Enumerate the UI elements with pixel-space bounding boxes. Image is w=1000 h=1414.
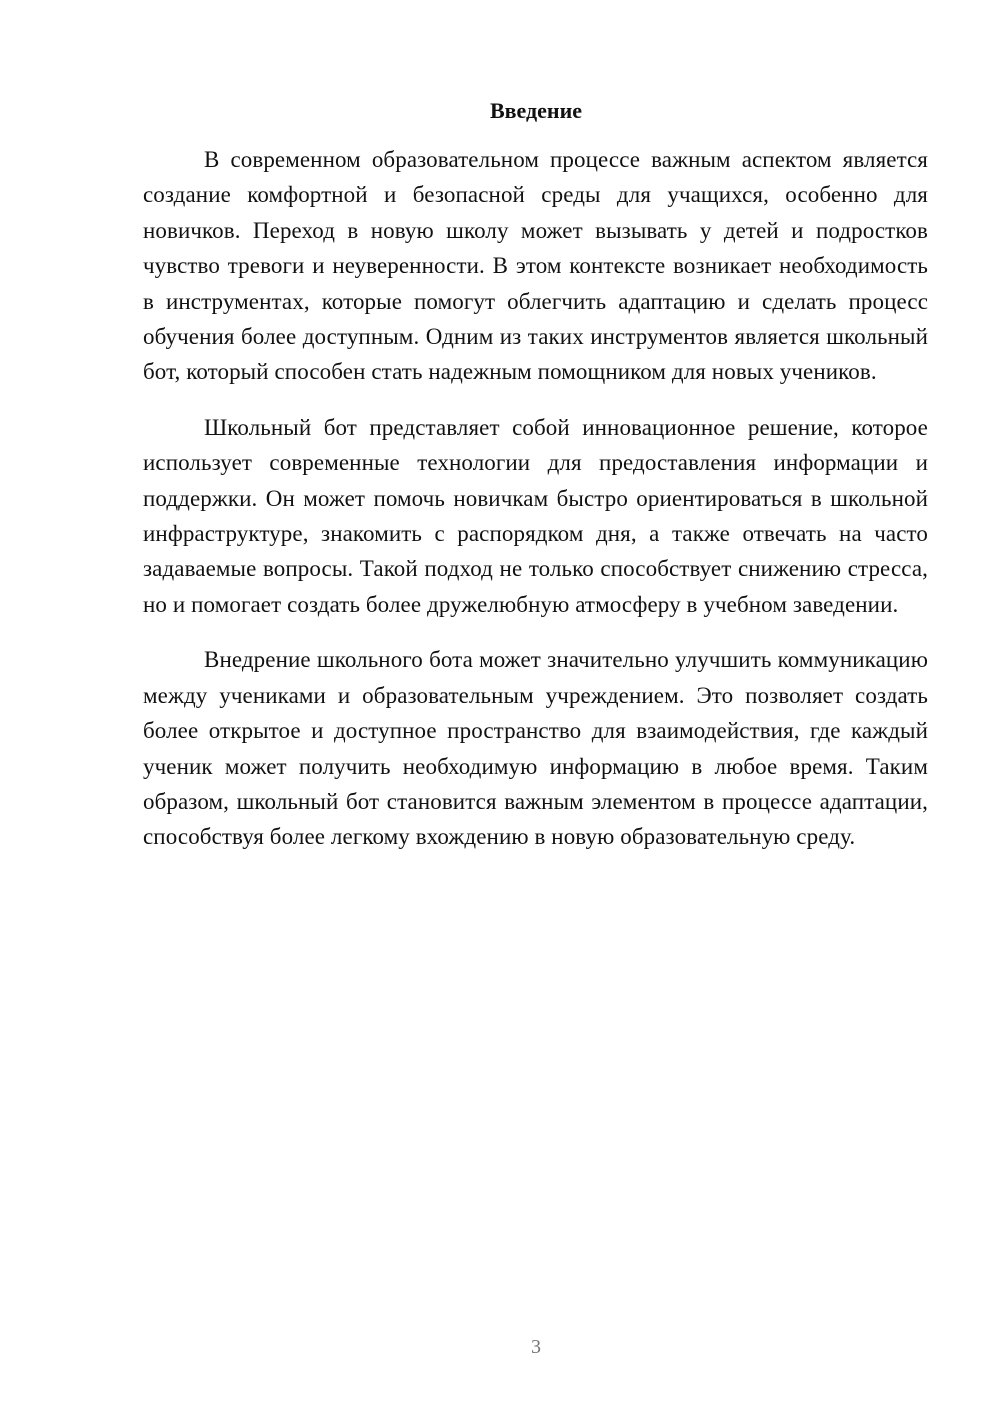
body-text xyxy=(143,142,928,855)
section-heading: Введение xyxy=(489,98,583,123)
paragraph-1: В современном образовательном процессе важным аспектом является создание комфортной и безопасной среды для учащихся, особенно для новичков. Переход в новую школу может вызывать у детей и подростков чувство тревоги и неуверенности. В этом контексте возникает необходимость в инструментах, которые помогут облегчить адаптацию и сделать процесс обучения более доступным. Одним из таких инструментов является школьный бот, который способен стать надежным помощником для новых учеников. xyxy=(143,147,928,385)
page-number: 3 xyxy=(531,1336,541,1358)
paragraph-2: Школьный бот представляет собой инновационное решение, которое использует современные технологии для предоставления информации и поддержки. Он может помочь новичкам быстро ориентироваться в школьной инфраструктуре, знакомить с распорядком дня, а также отвечать на часто задаваемые вопросы. Такой подход не только способствует снижению стресса, но и помогает создать более дружелюбную атмосферу в учебном заведении. xyxy=(143,414,928,617)
paragraph-3: Внедрение школьного бота может значительно улучшить коммуникацию между учениками и образовательным учреждением. Это позволяет создать более открытое и доступное пространство для взаимодействия, где каждый ученик может получить необходимую информацию в любое время. Таким образом, школьный бот становится важным элементом в процессе адаптации, способствуя более легкому вхождению в новую образовательную среду. xyxy=(143,647,928,850)
